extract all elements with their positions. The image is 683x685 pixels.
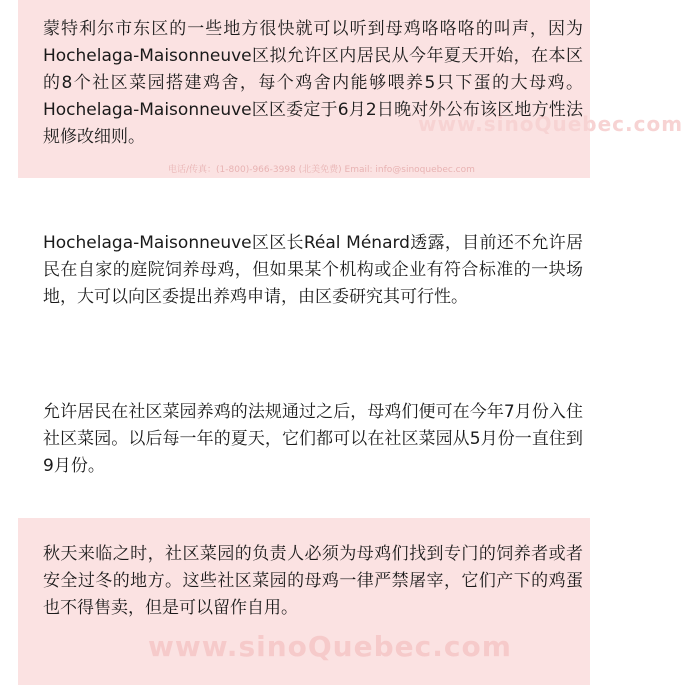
watermark-contact: 电话/传真：(1-800)-966-3998 (北美免费) Email: info@sinoquebec.com: [168, 165, 475, 175]
paragraph-4: 秋天来临之时，社区菜园的负责人必须为母鸡们找到专门的饲养者或者安全过冬的地方。这些社区菜园的母鸡一律严禁屠宰，它们产下的鸡蛋也不得售卖，但是可以留作自用。: [43, 544, 583, 618]
paragraph-3: 允许居民在社区菜园养鸡的法规通过之后，母鸡们便可在今年7月份入住社区菜园。以后每一年的夏天，它们都可以在社区菜园从5月份一直住到9月份。: [43, 402, 583, 476]
watermark-url: www.sinoQuebec.com: [418, 112, 683, 136]
paragraph-2: Hochelaga-Maisonneuve区区长Réal Ménard透露，目前还不允许居民在自家的庭院饲养母鸡，但如果某个机构或企业有符合标准的一块场地，大可以向区委提出养鸡申请，由区委研究其可行性。: [43, 233, 583, 307]
paragraph-1: 蒙特利尔市东区的一些地方很快就可以听到母鸡咯咯咯的叫声，因为Hochelaga-Maisonneuve区拟允许区内居民从今年夏天开始，在本区的8个社区菜园搭建鸡舍，每个鸡舍内能够喂养5只下蛋的大母鸡。Hochelaga-Maisonneuve区区委定于6月2日晚对外公布该区地方性法规修改细则。: [43, 19, 583, 147]
watermark-url: www.sinoQuebec.com: [148, 630, 512, 663]
